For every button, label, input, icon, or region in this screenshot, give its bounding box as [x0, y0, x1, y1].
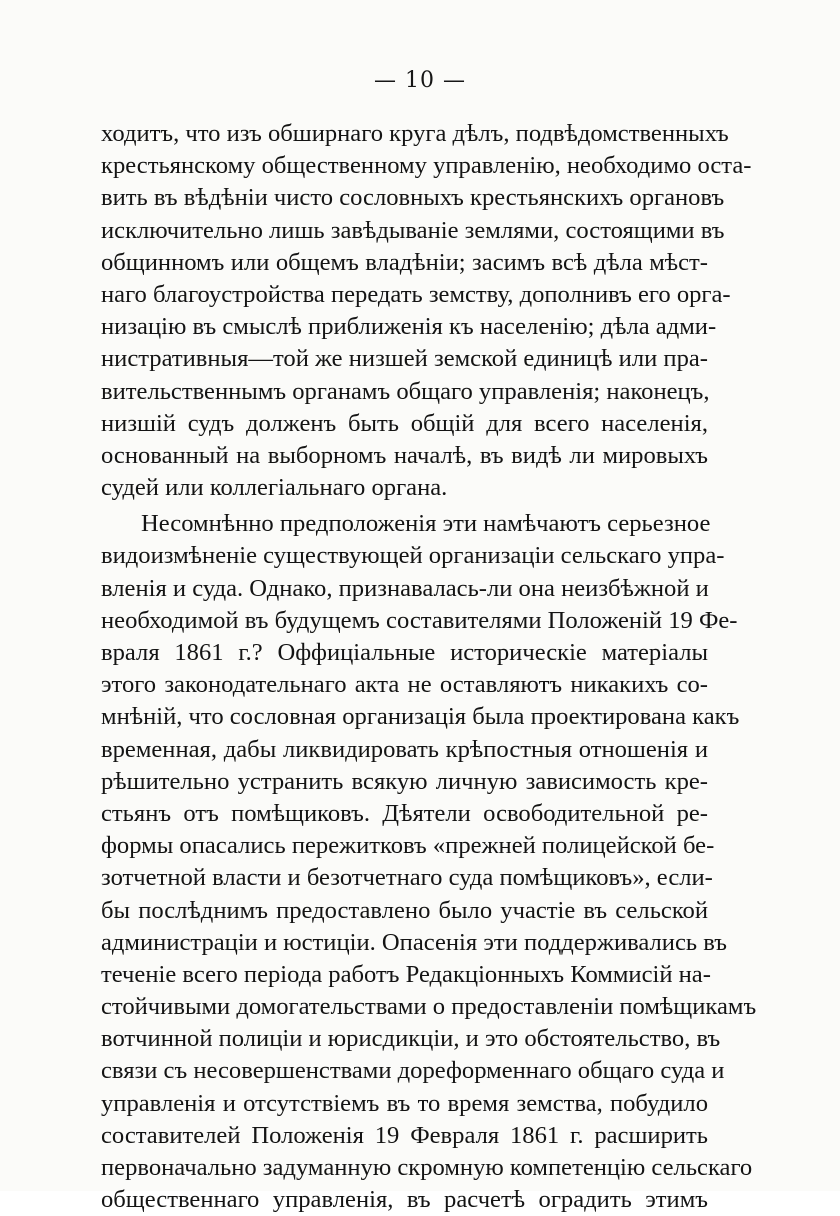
text-line: первоначально задуманную скромную компетенцію сельскаго	[101, 1154, 753, 1181]
text-line: ходитъ, что изъ обширнаго круга дѣлъ, подвѣдомственныхъ	[101, 120, 729, 147]
text-line: временная, дабы ликвидировать крѣпостныя отношенія и	[101, 735, 708, 763]
text-line: составителей Положенія 19 Февраля 1861 г. расширить	[101, 1121, 708, 1149]
paragraph-1	[101, 118, 752, 504]
text-line: видоизмѣненіе существующей организаціи сельскаго упра-	[101, 542, 725, 570]
text-line: нистративныя—той же низшей земской единицѣ или пра-	[101, 345, 708, 373]
text-line: Несомнѣнно предположенія эти намѣчаютъ серьезное	[141, 510, 711, 538]
text-line: низшій судъ долженъ быть общій для всего населенія,	[101, 409, 708, 437]
text-line: зотчетной власти и безотчетнаго суда помѣщиковъ», если-	[101, 864, 713, 892]
text-line: бы послѣднимъ предоставлено было участіе въ сельской	[101, 896, 708, 924]
text-line: вительственнымъ органамъ общаго управленія; наконецъ,	[101, 377, 710, 405]
text-line: враля 1861 г.? Оффиціальные историческіе матеріалы	[101, 639, 708, 666]
text-line: общественнаго управленія, въ расчетѣ оградить этимъ	[101, 1186, 708, 1214]
text-line: теченіе всего періода работъ Редакціонныхъ Коммисій на-	[101, 960, 711, 988]
text-line: необходимой въ будущемъ составителями Положеній 19 Фе-	[101, 606, 738, 634]
text-line: стьянъ отъ помѣщиковъ. Дѣятели освободительной ре-	[101, 799, 708, 827]
text-line: администраціи и юстиціи. Опасенія эти поддерживались въ	[101, 928, 727, 956]
text-line: судей или коллегіальнаго органа.	[101, 474, 448, 502]
text-line: исключительно лишь завѣдываніе землями, состоящими въ	[101, 216, 725, 244]
text-line: общинномъ или общемъ владѣніи; засимъ всѣ дѣла мѣст-	[101, 248, 708, 276]
text-line: связи съ несовершенствами дореформеннаго общаго суда и	[101, 1057, 725, 1085]
text-line: вотчинной полиціи и юрисдикціи, и это обстоятельство, въ	[101, 1025, 721, 1053]
text-line: управленія и отсутствіемъ въ то время земства, побудило	[101, 1089, 708, 1117]
text-line: основанный на выборномъ началѣ, въ видѣ ли мировыхъ	[101, 441, 708, 469]
paragraph-2	[101, 508, 757, 1216]
text-line: вить въ вѣдѣніи чисто сословныхъ крестьянскихъ органовъ	[101, 184, 725, 212]
text-line: формы опасались пережитковъ «прежней полицейской бе-	[101, 832, 715, 860]
text-line: мнѣній, что сословная организація была проектирована какъ	[101, 703, 740, 731]
text-line: рѣшительно устранить всякую личную зависимость кре-	[101, 767, 708, 795]
text-line: низацію въ смыслѣ приближенія къ населенію; дѣла адми-	[101, 313, 717, 341]
body-text	[101, 118, 757, 1216]
text-line: наго благоустройства передать земству, дополнивъ его орга-	[101, 280, 731, 308]
text-line: вленія и суда. Однако, признавалась-ли она неизбѣжной и	[101, 574, 709, 602]
text-line: крестьянскому общественному управленію, необходимо оста-	[101, 152, 752, 180]
page-number: — 10 —	[374, 68, 466, 93]
text-line: этого законодательнаго акта не оставляютъ никакихъ со-	[101, 671, 708, 699]
text-line: стойчивыми домогательствами о предоставленіи помѣщикамъ	[101, 993, 757, 1021]
